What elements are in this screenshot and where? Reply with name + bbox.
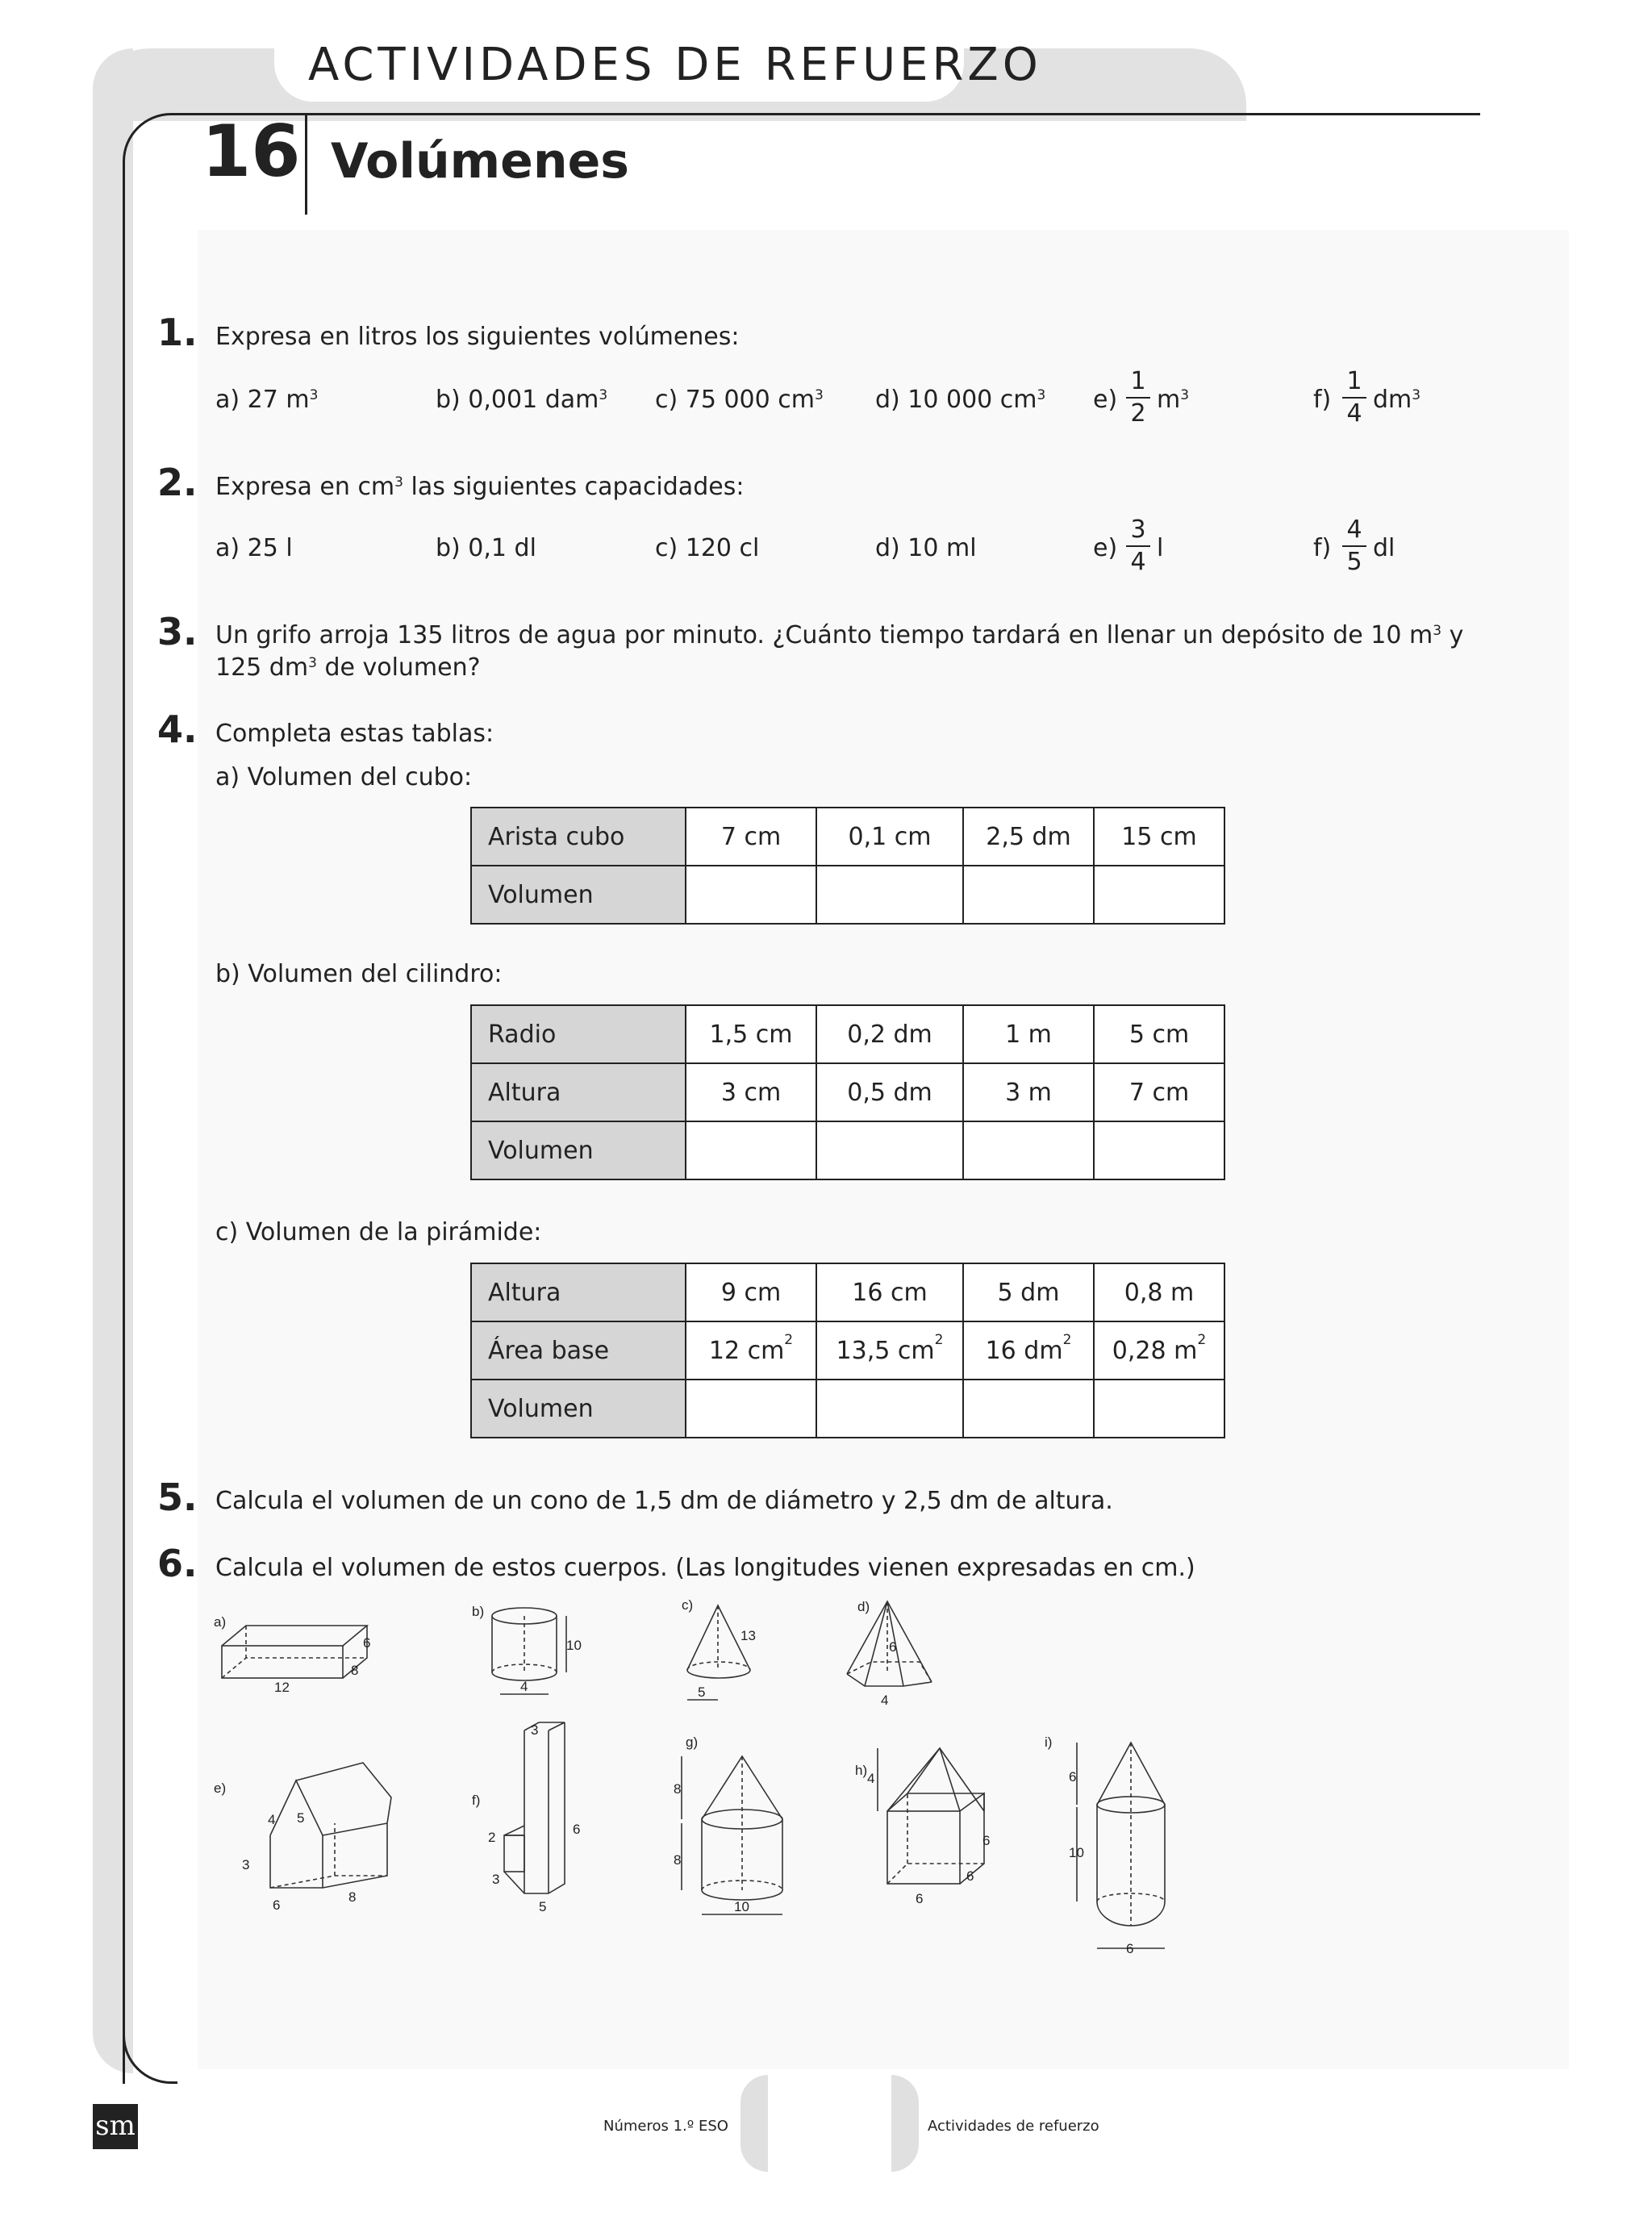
q1-item-e-unit: $m^3$ — [1157, 386, 1190, 414]
answer-cell — [686, 1121, 816, 1179]
footer-tab-left — [740, 2075, 768, 2172]
dimension-label: 8 — [674, 1781, 682, 1797]
figure-h-pyramid-cube — [855, 1748, 990, 1906]
dimension-label: 6 — [916, 1891, 924, 1906]
table-row — [471, 1263, 1224, 1321]
q1-item-a: a) 27 $m^3$ — [215, 386, 319, 414]
table-header-cell: Altura — [471, 1063, 686, 1121]
dimension-label: 13 — [740, 1628, 756, 1643]
q2-item-f-unit: dl — [1373, 534, 1395, 562]
table-cell: 3 m — [963, 1063, 1094, 1121]
q3-text-line2: 125 $dm^3$ de volumen? — [215, 653, 481, 682]
table-cell: 7 cm — [686, 808, 816, 866]
answer-cell — [963, 1121, 1094, 1179]
answer-cell — [1094, 1380, 1224, 1438]
figure-a-prism — [214, 1614, 370, 1695]
q2-item-f-fraction: $\frac{4}{5}$ — [1342, 515, 1366, 578]
q5-number: 5. — [157, 1476, 198, 1519]
q2-item-e-label: e) — [1093, 534, 1118, 562]
dimension-label: 10 — [1069, 1845, 1084, 1860]
answer-cell — [816, 866, 963, 924]
q1-item-b: b) 0,001 dam$^3$ — [436, 386, 608, 414]
footer-section-title: Actividades de refuerzo — [928, 2118, 1099, 2135]
q4-label-c: c) Volumen de la pirámide: — [215, 1218, 542, 1246]
unit-number: 16 — [202, 110, 301, 193]
table-header-cell: Radio — [471, 1005, 686, 1063]
answer-cell — [963, 1380, 1094, 1438]
table-row — [471, 1063, 1224, 1121]
figure-g-cone-cylinder — [674, 1734, 782, 1914]
footer-book-title: Números 1.º ESO — [603, 2118, 728, 2135]
dimension-label: 4 — [520, 1679, 528, 1694]
q2-number: 2. — [157, 461, 198, 504]
unit-divider — [305, 113, 307, 215]
q3-text-line1: Un grifo arroja 135 litros de agua por minuto. ¿Cuánto tiempo tardará en llenar un depósito de 10 $m^3$ y — [215, 621, 1464, 649]
figure-label: d) — [857, 1599, 870, 1614]
q1-item-d: d) 10 000 $cm^3$ — [875, 386, 1046, 414]
figure-label: h) — [855, 1763, 868, 1778]
figure-label: f) — [472, 1793, 481, 1808]
q2-item-a: a) 25 l — [215, 534, 293, 562]
q1-item-f-unit: $dm^3$ — [1373, 386, 1421, 414]
q2-item-d: d) 10 ml — [875, 534, 977, 562]
table-row — [471, 808, 1224, 866]
table-cell: 5 dm — [963, 1263, 1094, 1321]
dimension-label: 6 — [1069, 1769, 1077, 1785]
figure-d-pyramid — [847, 1599, 932, 1708]
header-title: ACTIVIDADES DE REFUERZO — [308, 39, 1042, 91]
dimension-label: 2 — [488, 1830, 496, 1845]
q3-number: 3. — [157, 610, 198, 653]
table-cell: 1 m — [963, 1005, 1094, 1063]
dimension-label: 5 — [297, 1810, 305, 1826]
q1-item-e-fraction: $\frac{1}{2}$ — [1126, 366, 1150, 429]
q4-label-b: b) Volumen del cilindro: — [215, 960, 503, 988]
table-cell: 7 cm — [1094, 1063, 1224, 1121]
dimension-label: 8 — [674, 1852, 682, 1868]
figure-b-cylinder — [472, 1604, 582, 1694]
figure-c-cone — [682, 1597, 756, 1700]
dimension-label: 6 — [363, 1635, 371, 1651]
answer-cell — [1094, 1121, 1224, 1179]
pyramid-volume-table — [470, 1263, 1225, 1438]
table-header-cell: Volumen — [471, 866, 686, 924]
q1-text: Expresa en litros los siguientes volúmenes: — [215, 323, 740, 351]
figure-label: i) — [1045, 1734, 1053, 1750]
table-header-cell: Área base — [471, 1321, 686, 1380]
figure-label: e) — [214, 1780, 227, 1796]
footer-tab-right — [891, 2075, 919, 2172]
table-cell: 0,1 cm — [816, 808, 963, 866]
table-row — [471, 1380, 1224, 1438]
table-header-cell: Arista cubo — [471, 808, 686, 866]
table-cell: 15 cm — [1094, 808, 1224, 866]
q2-item-e-fraction: $\frac{3}{4}$ — [1126, 515, 1150, 578]
q2-item-e-unit: l — [1157, 534, 1164, 562]
answer-cell — [963, 866, 1094, 924]
dimension-label: 5 — [539, 1899, 547, 1914]
dimension-label: 10 — [734, 1899, 749, 1914]
table-cell: 9 cm — [686, 1263, 816, 1321]
dimension-label: 4 — [881, 1693, 889, 1708]
table-cell: 16 $dm^2$ — [963, 1321, 1094, 1380]
table-header-cell: Volumen — [471, 1121, 686, 1179]
dimension-label: 4 — [867, 1771, 875, 1786]
q4-text: Completa estas tablas: — [215, 720, 494, 748]
table-header-cell: Volumen — [471, 1380, 686, 1438]
q1-item-e-label: e) — [1093, 386, 1118, 414]
dimension-label: 12 — [274, 1680, 290, 1695]
table-cell: 5 cm — [1094, 1005, 1224, 1063]
dimension-label: 10 — [566, 1638, 582, 1653]
answer-cell — [816, 1121, 963, 1179]
q6-number: 6. — [157, 1542, 198, 1585]
table-row — [471, 866, 1224, 924]
table-cell: 2,5 dm — [963, 808, 1094, 866]
q1-item-c: c) 75 000 $cm^3$ — [655, 386, 824, 414]
table-row — [471, 1121, 1224, 1179]
dimension-label: 3 — [531, 1722, 539, 1738]
dimension-label: 3 — [242, 1857, 250, 1872]
figure-label: a) — [214, 1614, 227, 1630]
dimension-label: 6 — [966, 1868, 974, 1884]
figure-label: g) — [686, 1734, 699, 1750]
dimension-label: 6 — [982, 1833, 991, 1848]
dimension-label: 5 — [698, 1684, 706, 1700]
table-cell: 1,5 cm — [686, 1005, 816, 1063]
table-cell: 13,5 $cm^2$ — [816, 1321, 963, 1380]
figure-f-lshape — [472, 1722, 580, 1914]
table-cell: 0,28 $m^2$ — [1094, 1321, 1224, 1380]
cube-volume-table — [470, 807, 1225, 925]
table-cell: 0,8 m — [1094, 1263, 1224, 1321]
q2-item-f-label: f) — [1313, 534, 1332, 562]
table-cell: 16 cm — [816, 1263, 963, 1321]
dimension-label: 6 — [273, 1897, 281, 1913]
q2-item-b: b) 0,1 dl — [436, 534, 536, 562]
q1-item-f-fraction: $\frac{1}{4}$ — [1342, 366, 1366, 429]
figure-i-capsule — [1045, 1734, 1165, 1956]
table-cell: 3 cm — [686, 1063, 816, 1121]
dimension-label: 4 — [268, 1812, 276, 1827]
figure-e-house — [214, 1763, 391, 1913]
q1-item-f-label: f) — [1313, 386, 1332, 414]
q5-text: Calcula el volumen de un cono de 1,5 dm de diámetro y 2,5 dm de altura. — [215, 1487, 1113, 1515]
answer-cell — [686, 1380, 816, 1438]
publisher-logo: sm — [93, 2104, 138, 2149]
table-header-cell: Altura — [471, 1263, 686, 1321]
dimension-label: 8 — [348, 1889, 357, 1905]
q6-text: Calcula el volumen de estos cuerpos. (Las longitudes vienen expresadas en cm.) — [215, 1554, 1195, 1582]
dimension-label: 6 — [889, 1639, 897, 1655]
cylinder-volume-table — [470, 1004, 1225, 1180]
solid-figures — [194, 1593, 1210, 1972]
figure-label: c) — [682, 1597, 694, 1613]
answer-cell — [1094, 866, 1224, 924]
dimension-label: 8 — [351, 1663, 359, 1678]
table-row — [471, 1005, 1224, 1063]
q2-item-c: c) 120 cl — [655, 534, 760, 562]
q4-number: 4. — [157, 708, 198, 751]
table-cell: 0,2 dm — [816, 1005, 963, 1063]
q4-label-a: a) Volumen del cubo: — [215, 763, 473, 791]
table-cell: 12 $cm^2$ — [686, 1321, 816, 1380]
figure-label: b) — [472, 1604, 485, 1619]
answer-cell — [816, 1380, 963, 1438]
q2-text: Expresa en $cm^3$ las siguientes capacidades: — [215, 473, 745, 501]
dimension-label: 6 — [1126, 1941, 1134, 1956]
table-row — [471, 1321, 1224, 1380]
dimension-label: 3 — [492, 1872, 500, 1887]
unit-title: Volúmenes — [331, 133, 629, 190]
answer-cell — [686, 866, 816, 924]
dimension-label: 6 — [573, 1822, 581, 1837]
table-cell: 0,5 dm — [816, 1063, 963, 1121]
q1-number: 1. — [157, 311, 198, 354]
